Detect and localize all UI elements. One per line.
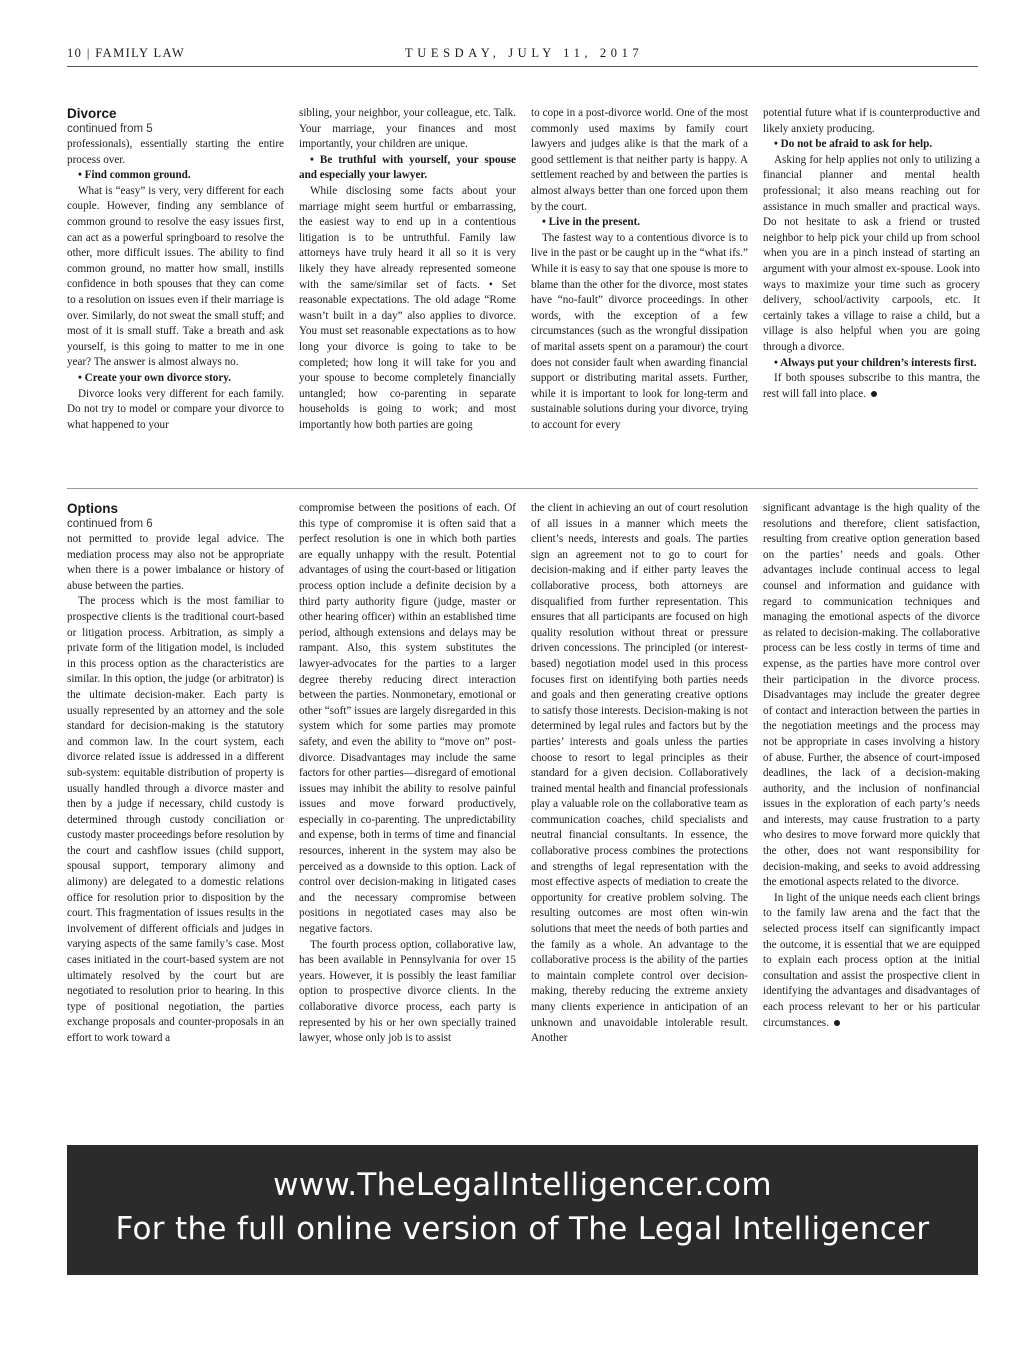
- end-mark-icon: [871, 391, 877, 397]
- paragraph: potential future what if is counterproductive and likely anxiety producing.: [763, 107, 980, 135]
- subheading: • Find common ground.: [78, 169, 191, 182]
- paragraph: the client in achieving an out of court resolution of all issues in a manner which meets the client’s needs, interests and goals. The parties sign an agreement not to go to court for decision-making and if either party leaves the collaborative process, both attorneys are disqualified from further representation. This ensures that all participants are focused on high quality resolution without threat or pressure driven concessions. The principled (or interest-based) negotiation model used in this process focuses first on identifying both parties needs and goals and then generating creative options to satisfy those interests. Decision-making is not determined by legal rules and factors but by the parties’ interests and goals unless the parties choose to resort to legal principles as their standard for a given decision. Collaboratively trained mental health and financial professionals play a valuable role on the collaborative team as communication coaches, child specialists and neutral financial consultants. In essence, the collaborative process combines the protections and strengths of legal representation with the most effective aspects of mediation to create the opportunity for creative problem solving. The resulting outcomes are most often win-win solutions that meet the needs of both parties and the family as a whole. An advantage to the collaborative process is the ability of the parties to maintain complete control over decision-making, thereby reducing the extreme anxiety many clients experience in anticipation of an unknown and unavoidable intolerable result. Another: [531, 502, 748, 1045]
- subheading: • Be truthful with yourself, your spouse and especially your lawyer.: [299, 153, 516, 182]
- divorce-article: [67, 106, 980, 478]
- divorce-column-1: [67, 106, 284, 433]
- banner-url-link[interactable]: www.TheLegalIntelligencer.com: [273, 1167, 772, 1203]
- options-column-3: [531, 501, 748, 1047]
- paragraph: What is “easy” is very, very different for each couple. However, finding any semblance of common ground to resolve the easy issues first, can act as a powerful springboard to resolve the other, more difficult issues. The ability to find common ground, no matter how small, instills confidence in both spouses that they can come to a resolution on issues even if their marriage is over. Similarly, do not sweat the small stuff; and most of it is small stuff. Take a breath and ask yourself, is this going to matter to me in one year? The answer is almost always no.: [67, 184, 284, 369]
- divorce-column-4: [763, 106, 980, 402]
- divorce-column-2: [299, 106, 516, 433]
- banner-tagline: For the full online version of The Legal Intelligencer: [115, 1211, 930, 1247]
- paragraph: sibling, your neighbor, your colleague, etc. Talk. Your marriage, your finances and most importantly, your children are unique.: [299, 107, 516, 151]
- paragraph: significant advantage is the high quality of the resolutions and therefore, client satisfaction, resulting from creative option generation based on the parties’ needs and goals. Other advantages include continual access to legal counsel and information and guidance with regard to communication techniques and managing the emotional aspects of the divorce as related to decision-making. The collaborative process can be less costly in terms of time and expense, as the parties have more control over their participation in the divorce process. Disadvantages may include the greater degree of contact and interaction between the parties in the negotiation meetings and the process may not be appropriate in cases involving a history of abuse. Further, the absence of court-imposed deadlines, the lack of a decision-making authority, and the inclusion of nonfinancial issues in the exploration of each party’s needs and interests, may cause frustration to a party who desires to move forward more quickly that the other, does not want responsibility for decision-making, and seeks to avoid addressing the emotional aspects related to the divorce.: [763, 502, 980, 889]
- paragraph: compromise between the positions of each. Of this type of compromise it is often said that a perfect resolution is one in which both parties are equally unhappy with the result. Potential advantages of using the court-based or litigation process option include a definite decision by a third party authority figure (judge, master or other hearing officer) within an established time period, although extensions and delays may be rampant. Also, this system substitutes the lawyer-advocates for the parties to a larger degree thereby reducing direct interaction between the parties. Nonmonetary, emotional or other “soft” issues are largely disregarded in this system which for some parties may promote safety, and even the ability to “move on” post-divorce. Disadvantages may include the same factors for other parties—disregard of emotional issues may inhibit the ability to resolve painful issues and move forward productively, especially in co-parenting. The unpredictability and expense, both in terms of time and financial resources, inherent in the system may also be perceived as a downside to this option. Lack of control over decision-making in litigated cases and the necessary compromise between positions in negotiated cases may also be negative factors.: [299, 502, 516, 936]
- subheading: • Do not be afraid to ask for help.: [774, 138, 933, 151]
- paragraph: not permitted to provide legal advice. The mediation process may also not be appropriate when there is a power imbalance or history of abuse between the parties.: [67, 533, 284, 592]
- options-article: [67, 501, 980, 1133]
- paragraph: While disclosing some facts about your marriage might seem hurtful or embarrassing, the easiest way to end up in a contentious litigation is to be untruthful. Family law attorneys have truly heard it all so it is very likely they have already represented someone with the same/similar set of facts. • Set reasonable expectations. The old adage “Rome wasn’t built in a day” also applies to divorce. You must set reasonable expectations as to how long your divorce is going to take to be completed; how long it will take for you and your spouse to become completely financially untangled; how co-parenting in separate households is going to work; and most importantly how both parties are going: [299, 184, 516, 431]
- divorce-continued-from: continued from 5: [67, 123, 153, 135]
- paragraph: The process which is the most familiar to prospective clients is the traditional court-based or litigation process. Arbitration, as simply a private form of the litigation model, is included in this process option as the characteristics are similar. In this option, the judge (or arbitrator) is the ultimate decision-maker. Each party is usually represented by an attorney and the sole standard for decision-making is the statutory and common law. In the court system, each divorce related issue is addressed in a different sub-system: equitable distribution of property is usually handled through a divorce master and then by a judge if necessary, child custody is determined through custody conciliation or custody master proceedings before resolution by the court and cashflow issues (child support, spousal support, temporary alimony and alimony) are delegated to a domestic relations office for resolution prior to disposition by the court. This fragmentation of issues results in the involvement of different officials and judges in varying aspects of the same family’s case. Most cases initiated in the court-based system are not ultimately resolved by the court but are negotiated to resolution prior to hearing. In this type of positional negotiation, the parties exchange proposals and counter-proposals in an effort to work toward a: [67, 595, 284, 1044]
- options-column-4: [763, 501, 980, 1031]
- section-divider: [67, 488, 978, 489]
- divorce-column-3: [531, 106, 748, 433]
- promo-banner: [67, 1145, 978, 1275]
- options-kicker: Options: [67, 501, 118, 516]
- end-mark-icon: [834, 1020, 840, 1026]
- paragraph: [763, 891, 980, 1031]
- paragraph: The fastest way to a contentious divorce is to live in the past or be caught up in the “what ifs.” While it is easy to say that one spouse is more to blame than the other for the divorce, most states have “no-fault” divorce proceedings. In other words, with the exception of a few circumstances (such as the wrongful dissipation of marital assets spent on a paramour) the court does not consider fault when awarding financial support or distributing marital assets. Further, while it is important to look for long-term and sustainable solutions during your divorce, trying to account for every: [531, 231, 748, 431]
- subheading: • Create your own divorce story.: [78, 371, 232, 384]
- paragraph: professionals), essentially starting the entire process over.: [67, 138, 284, 166]
- options-column-1: [67, 501, 284, 1047]
- subheading: • Always put your children’s interests first.: [774, 356, 977, 369]
- options-column-2: [299, 501, 516, 1047]
- page-date: TUESDAY, JULY 11, 2017: [405, 46, 644, 60]
- page-header: [67, 44, 978, 67]
- paragraph: Asking for help applies not only to utilizing a financial planner and mental health professional; it also means reaching out for assistance in much smaller and practical ways. Do not hesitate to ask a friend or trusted neighbor to help pick your child up from school when you are in a pinch instead of starting an argument with your almost ex-spouse. Look into ways to maximize your time such as grocery delivery, school/activity carpools, etc. It certainly takes a village to raise a child, but a village is also helpful when you are going through a divorce.: [763, 153, 980, 353]
- paragraph: [763, 371, 980, 402]
- options-continued-from: continued from 6: [67, 518, 153, 530]
- subheading: • Live in the present.: [542, 216, 641, 229]
- paragraph: to cope in a post-divorce world. One of the most commonly used maxims by family court lawyers and judges alike is that the mark of a good settlement is that neither party is happy. A settlement reached by and between the parties is almost always better than one forced upon them by the court.: [531, 107, 748, 213]
- paragraph: The fourth process option, collaborative law, has been available in Pennsylvania for over 15 years. However, it is possibly the least familiar option to prospective divorce clients. In the collaborative divorce process, each party is represented by his or her own specially trained lawyer, whose only job is to assist: [299, 938, 516, 1045]
- paragraph-text: If both spouses subscribe to this mantra, the rest will fall into place.: [763, 372, 980, 400]
- divorce-kicker: Divorce: [67, 106, 117, 121]
- page-section-label: 10 | FAMILY LAW: [67, 46, 186, 60]
- paragraph: Divorce looks very different for each family. Do not try to model or compare your divorce to what happened to your: [67, 387, 284, 431]
- paragraph-text: In light of the unique needs each client brings to the family law arena and the fact that the selected process itself can significantly impact the outcome, it is essential that we are equipped to explain each process option at the initial consultation and assist the prospective client in identifying the advantages and disadvantages of each process relevant to her or his particular circumstances.: [763, 891, 980, 1029]
